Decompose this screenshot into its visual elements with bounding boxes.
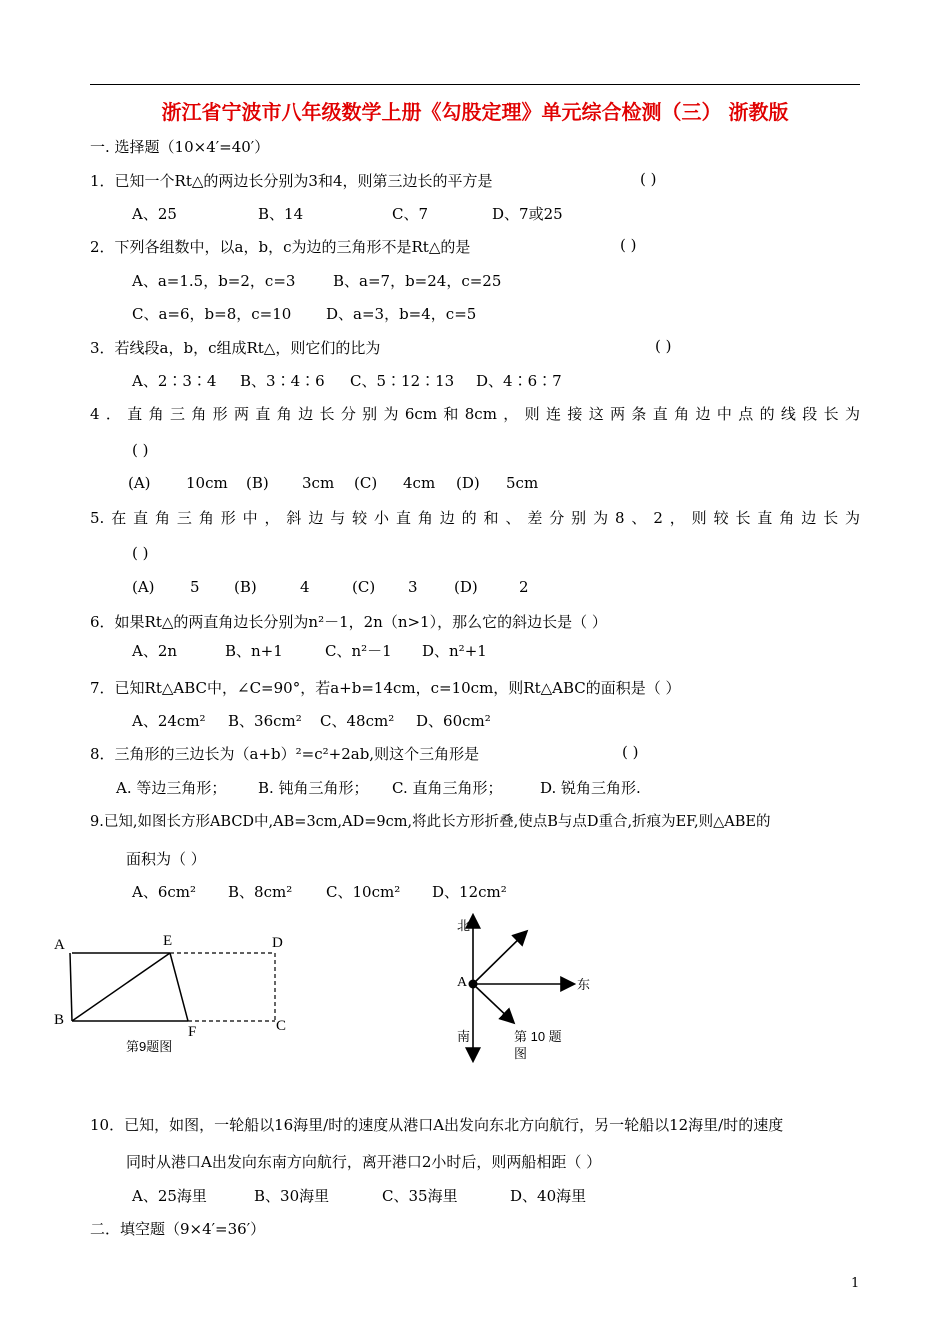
q4-option-b-label: (B): [246, 474, 269, 492]
q1-option-d: D、7或25: [492, 205, 563, 223]
q5-stem: 5.在直角三角形中，斜边与较小直角边的和、差分别为8、2，则较长直角边长为: [90, 509, 860, 527]
q5-option-a-label: (A): [132, 578, 155, 596]
q4-option-d-value: 5cm: [506, 474, 539, 492]
q5-option-b-label: (B): [234, 578, 257, 596]
q2-stem: 2．下列各组数中，以a，b，c为边的三角形不是Rt△的是: [90, 238, 471, 256]
section-1-heading: 一. 选择题（10×4′=40′）: [90, 138, 270, 156]
southeast-arrow: [473, 984, 513, 1022]
header-rule: [90, 84, 860, 85]
port-a-dot: [469, 980, 478, 989]
figure-10-caption: 第 10 题: [514, 1029, 562, 1044]
q5-option-d-value: 2: [519, 578, 529, 596]
q6-option-b: B、n+1: [225, 642, 283, 660]
q6-option-a: A、2n: [132, 642, 178, 660]
q8-stem: 8．三角形的三边长为（a+b）²=c²+2ab,则这个三角形是: [90, 745, 480, 763]
q2-answer-paren: ( ): [620, 236, 637, 254]
q10-option-b: B、30海里: [254, 1187, 330, 1205]
label-d: D: [272, 935, 283, 951]
q7-stem: 7．已知Rt△ABC中，∠C=90°，若a+b=14cm，c=10cm，则Rt△ABC的面积是（ ）: [90, 679, 681, 697]
q1-option-b: B、14: [258, 205, 304, 223]
q7-option-a: A、24cm²: [132, 712, 206, 730]
document-title: 浙江省宁波市八年级数学上册《勾股定理》单元综合检测（三） 浙教版: [161, 100, 789, 124]
q7-option-d: D、60cm²: [416, 712, 491, 730]
label-north: 北: [457, 918, 471, 933]
q6-option-d: D、n²+1: [422, 642, 487, 660]
q9-stem-continued: 面积为（ ）: [126, 850, 206, 868]
q6-option-c: C、n²－1: [325, 642, 392, 660]
q1-option-c: C、7: [392, 205, 429, 223]
q2-option-d: D、a=3，b=4，c=5: [326, 305, 477, 323]
q3-stem: 3．若线段a，b，c组成Rt△，则它们的比为: [90, 339, 381, 357]
q4-option-d-label: (D): [456, 474, 480, 492]
q3-option-b: B、3∶4∶6: [240, 372, 325, 390]
label-c: C: [276, 1018, 287, 1034]
q5-answer-paren: ( ): [132, 544, 149, 562]
figure-9-caption: 第9题图: [126, 1039, 173, 1054]
q2-option-b: B、a=7，b=24，c=25: [333, 272, 502, 290]
q4-stem: 4．直角三角形两直角边长分别为6cm和8cm，则连接这两条直角边中点的线段长为: [90, 405, 860, 423]
segment-ef: [170, 953, 188, 1021]
q9-option-b: B、8cm²: [228, 883, 293, 901]
section-2-heading: 二．填空题（9×4′=36′）: [90, 1220, 266, 1238]
q2-option-a: A、a=1.5，b=2，c=3: [132, 272, 296, 290]
q3-option-c: C、5∶12∶13: [350, 372, 455, 390]
figure-9-rectangle-fold: [40, 925, 310, 1060]
q4-answer-paren: ( ): [132, 441, 149, 459]
q4-option-c-label: (C): [354, 474, 378, 492]
q1-option-a: A、25: [132, 205, 177, 223]
q4-option-c-value: 4cm: [403, 474, 436, 492]
q4-option-a-value: 10cm: [186, 474, 228, 492]
q3-option-a: A、2∶3∶4: [132, 372, 217, 390]
q10-option-c: C、35海里: [382, 1187, 458, 1205]
q10-stem: 10．已知，如图，一轮船以16海里/时的速度从港口A出发向东北方向航行，另一轮船以12海里/时的速度: [90, 1116, 784, 1134]
q8-option-c: C. 直角三角形；: [392, 779, 503, 797]
page-number: 1: [851, 1276, 860, 1291]
label-f: F: [188, 1024, 197, 1040]
q8-option-b: B. 钝角三角形；: [258, 779, 369, 797]
label-b: B: [54, 1012, 65, 1028]
label-a: A: [54, 937, 65, 953]
q2-option-c: C、a=6，b=8，c=10: [132, 305, 292, 323]
q5-option-b-value: 4: [300, 578, 310, 596]
q1-answer-paren: ( ): [640, 170, 657, 188]
q10-option-a: A、25海里: [132, 1187, 207, 1205]
q8-option-a: A. 等边三角形；: [116, 779, 227, 797]
q8-answer-paren: ( ): [622, 743, 639, 761]
q7-option-b: B、36cm²: [228, 712, 302, 730]
q7-option-c: C、48cm²: [320, 712, 395, 730]
q4-option-b-value: 3cm: [302, 474, 335, 492]
q9-option-c: C、10cm²: [326, 883, 401, 901]
q9-option-d: D、12cm²: [432, 883, 507, 901]
figure-10-caption-2: 图: [514, 1046, 528, 1061]
q8-option-d: D. 锐角三角形.: [540, 779, 641, 797]
q5-option-c-label: (C): [352, 578, 376, 596]
side-ab: [70, 953, 72, 1021]
segment-be: [72, 953, 170, 1021]
northeast-arrow: [473, 932, 526, 984]
q6-stem: 6．如果Rt△的两直角边长分别为n²－1，2n（n>1），那么它的斜边长是（ ）: [90, 613, 607, 631]
q9-option-a: A、6cm²: [132, 883, 197, 901]
q9-stem: 9.已知,如图长方形ABCD中,AB=3cm,AD=9cm,将此长方形折叠,使点B与点D重合,折痕为EF,则△ABE的: [90, 814, 771, 830]
q3-option-d: D、4∶6∶7: [476, 372, 562, 390]
q10-stem-continued: 同时从港口A出发向东南方向航行，离开港口2小时后，则两船相距（ ）: [126, 1153, 602, 1171]
q1-stem: 1．已知一个Rt△的两边长分别为3和4，则第三边长的平方是: [90, 172, 493, 190]
q3-answer-paren: ( ): [655, 337, 672, 355]
q10-option-d: D、40海里: [510, 1187, 587, 1205]
q5-option-a-value: 5: [190, 578, 200, 596]
label-port-a: A: [457, 975, 468, 990]
q4-option-a-label: (A): [128, 474, 151, 492]
label-e: E: [163, 933, 173, 949]
figure-10-compass-directions: [440, 910, 610, 1075]
label-east: 东: [577, 977, 591, 992]
q5-option-c-value: 3: [408, 578, 418, 596]
q5-option-d-label: (D): [454, 578, 478, 596]
label-south: 南: [457, 1029, 471, 1044]
